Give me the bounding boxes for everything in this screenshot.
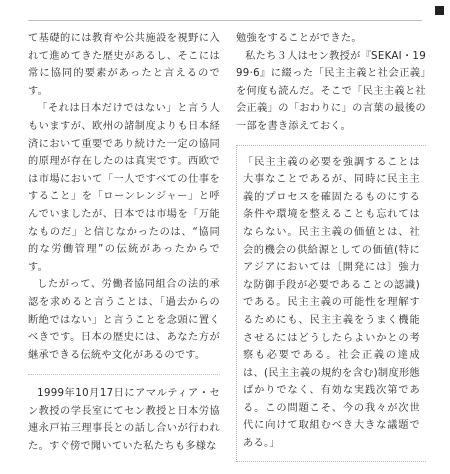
paragraph-meeting-record: 1999年10月17日にアマルティア・セン教授の学長室にてセン教授と日本労協連永戸祐三理事長との話し合いが行われた。すぐ傍で聞いていた私たちも多様な (28, 388, 220, 453)
quotation-box (236, 145, 426, 462)
paragraph-continued-study: 勉強をすることができた。 (236, 33, 362, 44)
paragraph-legal-recognition: したがって、労働者協同組合の法的承認を求めると言うことは、「過去からの断絶ではない」と言うことを念頭に置くべきです。日本の歴史には、あなた方が継承できる伝統や文化があるのです。 (28, 279, 220, 361)
section-divider (28, 374, 220, 375)
paragraph-not-only-japan: 「それは日本だけではない」と言う人もいますが、欧州の諸制度よりも日本経済において重要であり続けた一定の協同的原理が存在したのは真実です。西欧では市場において「一人ですべての仕事をすること」を「ローンレンジャー」と呼んでいましたが、日本では市場を「万能なものだ」と信じなかったのは、“協同的な労働管理”の伝統があったからです。 (28, 103, 220, 273)
right-column (236, 30, 426, 462)
paragraph-sekai-reference: 私たち３人はセン教授が『SEKAI・1999·6』に綴った「民主主義と社会正義」を何度も読んだ。そこで「民主主義と社会正義」の「おわりに」の言葉の最後の一部を書き添えておく。 (236, 50, 426, 132)
page-corner-marker (435, 6, 444, 15)
top-rule (28, 20, 422, 21)
paragraph-continued: て基礎的には教育や公共施設を視野に入れて進めてきた歴史があるし、そこには常に協同的要素があったと言えるのです。 (28, 33, 220, 97)
left-column (28, 30, 220, 456)
quotation-text: 「民主主義の必要を強調することは大事なことであるが、同時に民主主義的プロセスを確固たるものにする条件や環境を整えることも忘れてはならない。民主主義の価値とは、社会的機会の供給源としての価値(特にアジアにおいては〔開発には〕強力な防御手段が必要であることの認識)である。民主主義の可能性を理解するためにも、民主主義をうまく機能させるにはどうしたらよいかとの考察も必要である。社会正義の達成は、(民主主義の規約を含む)制度形態ばかりでなく、有効な実践次第である。この問題こそ、今の我々が次世代に向けて取組むべき大きな議題である。」 (243, 156, 420, 450)
